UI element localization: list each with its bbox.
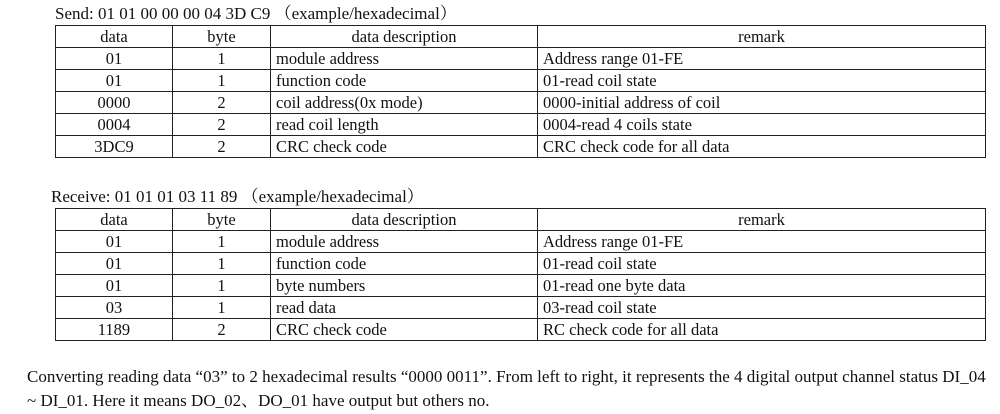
cell-byte: 2	[173, 136, 271, 158]
table-row	[56, 275, 986, 297]
cell-data: 0000	[56, 92, 173, 114]
header-description: data description	[271, 209, 538, 231]
cell-description: read data	[271, 297, 538, 319]
receive-caption: Receive: 01 01 01 03 11 89 （example/hexadecimal）	[51, 187, 424, 206]
cell-byte: 2	[173, 319, 271, 341]
cell-data: 03	[56, 297, 173, 319]
table-row	[56, 253, 986, 275]
cell-byte: 1	[173, 48, 271, 70]
table-row	[56, 114, 986, 136]
cell-remark: 03-read coil state	[538, 297, 986, 319]
cell-byte: 2	[173, 114, 271, 136]
receive-table	[55, 208, 986, 341]
cell-remark: 01-read coil state	[538, 70, 986, 92]
cell-byte: 1	[173, 231, 271, 253]
table-header-row	[56, 26, 986, 48]
header-byte: byte	[173, 209, 271, 231]
cell-description: module address	[271, 48, 538, 70]
cell-byte: 2	[173, 92, 271, 114]
send-table	[55, 25, 986, 158]
cell-remark: Address range 01-FE	[538, 231, 986, 253]
cell-description: module address	[271, 231, 538, 253]
cell-data: 01	[56, 48, 173, 70]
cell-remark: 01-read coil state	[538, 253, 986, 275]
header-byte: byte	[173, 26, 271, 48]
table-row	[56, 92, 986, 114]
explanation-paragraph: Converting reading data “03” to 2 hexadecimal results “0000 0011”. From left to right, it represents the 4 digital output channel status DI_04 ~ DI_01. Here it means DO_02、DO_01 have output but others no.	[27, 367, 986, 410]
cell-remark: 01-read one byte data	[538, 275, 986, 297]
cell-description: CRC check code	[271, 136, 538, 158]
cell-data: 0004	[56, 114, 173, 136]
header-data: data	[56, 26, 173, 48]
cell-data: 01	[56, 231, 173, 253]
header-description: data description	[271, 26, 538, 48]
cell-description: function code	[271, 70, 538, 92]
cell-data: 1189	[56, 319, 173, 341]
table-header-row	[56, 209, 986, 231]
cell-byte: 1	[173, 253, 271, 275]
cell-description: function code	[271, 253, 538, 275]
cell-remark: 0000-initial address of coil	[538, 92, 986, 114]
cell-remark: CRC check code for all data	[538, 136, 986, 158]
cell-remark: Address range 01-FE	[538, 48, 986, 70]
cell-remark: RC check code for all data	[538, 319, 986, 341]
header-remark: remark	[538, 26, 986, 48]
table-row	[56, 319, 986, 341]
cell-description: CRC check code	[271, 319, 538, 341]
table-row	[56, 70, 986, 92]
cell-data: 3DC9	[56, 136, 173, 158]
cell-byte: 1	[173, 275, 271, 297]
table-row	[56, 136, 986, 158]
send-caption: Send: 01 01 00 00 00 04 3D C9 （example/hexadecimal）	[55, 4, 457, 23]
table-row	[56, 297, 986, 319]
cell-data: 01	[56, 275, 173, 297]
table-row	[56, 48, 986, 70]
cell-data: 01	[56, 70, 173, 92]
header-data: data	[56, 209, 173, 231]
table-row	[56, 231, 986, 253]
cell-description: coil address(0x mode)	[271, 92, 538, 114]
cell-description: byte numbers	[271, 275, 538, 297]
cell-byte: 1	[173, 297, 271, 319]
header-remark: remark	[538, 209, 986, 231]
cell-description: read coil length	[271, 114, 538, 136]
cell-byte: 1	[173, 70, 271, 92]
cell-remark: 0004-read 4 coils state	[538, 114, 986, 136]
cell-data: 01	[56, 253, 173, 275]
